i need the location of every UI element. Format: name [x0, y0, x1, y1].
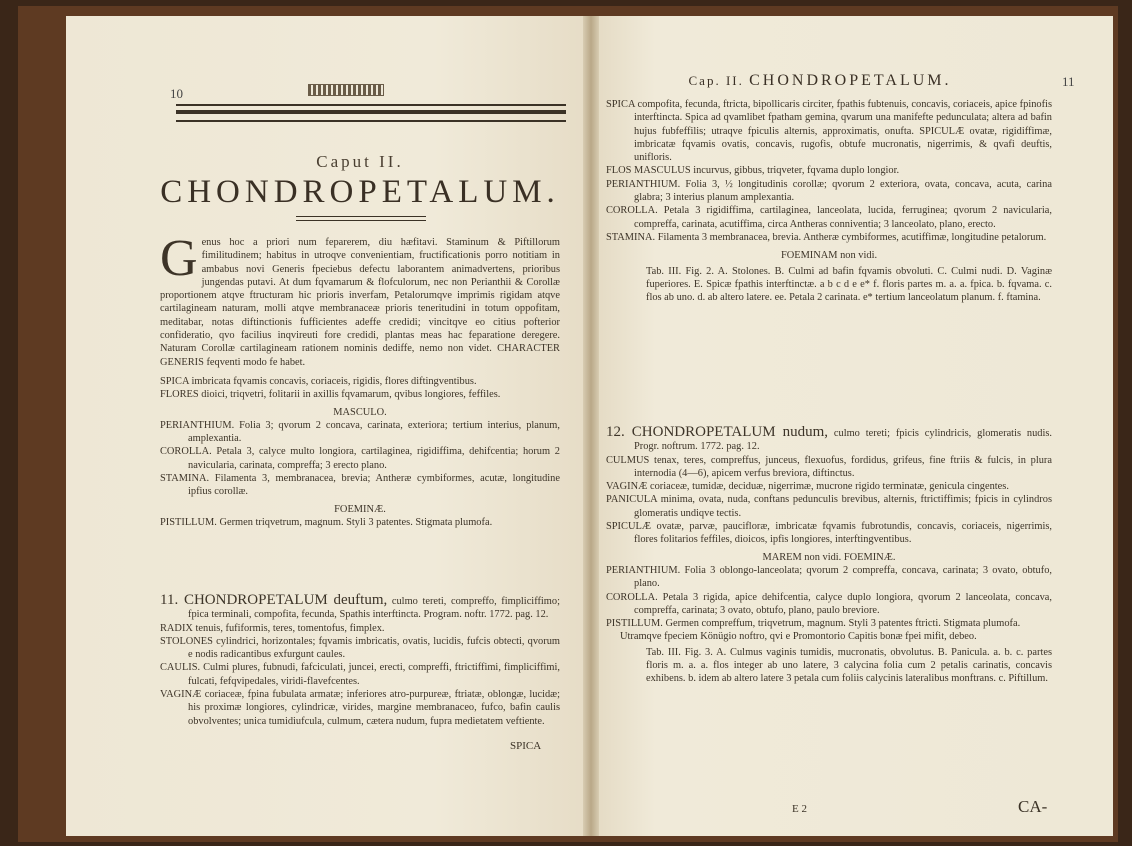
right-catchword: CA-: [1018, 797, 1048, 816]
marem-heading: MAREM non vidi. FOEMINÆ.: [762, 551, 896, 563]
drop-cap: G: [160, 230, 198, 287]
species-12-name: 12. CHONDROPETALUM nudum,: [606, 424, 829, 440]
spica-description: SPICA compofita, fecunda, ftricta, bipollicaris circiter, fpathis fubtenuis, concavis, coriaceis, apice fpinofis interftincta. Spica ad qvamlibet fpatham gemina, qvarum una manifefte pedunculata; altera ad bafin hujus fubfeffilis; utraqve fpiculis alternis, approximatis, onufta. SPICULÆ ovatæ, rigidiffimæ, imbricatæ fqvamis ovatis, concavis, rugofis, obtufe mucronatis, nigerrimis, & qvafi deuftis, unifloris.: [606, 99, 1052, 164]
decorative-rule: [176, 104, 566, 122]
radix-line: RADIX tenuis, fufiformis, teres, tomentofus, fimplex.: [160, 622, 385, 634]
perianthium-line-right: PERIANTHIUM. Folia 3, ½ longitudinis corollæ; qvorum 2 exteriora, ovata, concava, acuta, carina glabra; 3 interius planum amplexantia.: [606, 178, 1052, 204]
signature-mark: E 2: [792, 803, 807, 815]
corolla-line-12: COROLLA. Petala 3 rigida, apice dehifcentia, calyce duplo longiora, qvorum 2 lanceolata, concava, compreffa, carinata; 3 ovato, obtufo, plano, paulo breviore.: [606, 591, 1052, 616]
corolla-line: COROLLA. Petala 3, calyce multo longiora, cartilaginea, rigidiffima, dehifcentia; horum 2 navicularia, carinata, compreffa; 3 erecto plano.: [160, 446, 560, 471]
vaginae-line: VAGINÆ coriaceæ, fpina fubulata armatæ; inferiores atro-purpureæ, ftriatæ, oblongæ, lucidæ; his proximæ longiores, cylindricæ, virides, margine membranaceo, fufco, bafin caulis obvolventes; unica tumidiufcula, culmum, cætera nudum, fupra medietatem veftiente.: [160, 689, 560, 727]
species-12-diagnosis: culmo tereti; fpicis cylindricis, glomeratis nudis. Progr. noftrum. 1772. pag. 12.: [634, 428, 1052, 453]
flores-line: FLORES dioici, triqvetri, folitarii in axillis fqvamarum, qvibus longiores, feffiles.: [160, 389, 501, 401]
pistillum-line: PISTILLUM. Germen triqvetrum, magnum. Styli 3 patentes. Stigmata plumofa.: [160, 516, 493, 528]
foeminam-note: FOEMINAM non vidi.: [780, 250, 878, 262]
species-11-block: [160, 594, 560, 728]
species-11-diagnosis: culmo tereti, compreffo, fimpliciffimo; fpica terminali, compofita, fecunda, Spathis interftincta. Program. noftr. 1772. pag. 12.: [188, 596, 560, 621]
corolla-line-right: COROLLA. Petala 3 rigidiffima, cartilaginea, lanceolata, lucida, ferruginea; qvorum 2 navicularia, compreffa, carinata, acutiffima, circa Antheras conniventia; 3 lanceolato, plano, erecto.: [606, 205, 1052, 230]
title-underrule: [296, 216, 426, 221]
panicula-line: PANICULA minima, ovata, nuda, conftans pedunculis brevibus, alternis, ftrictiffimis; fpicis in cylindros glomeratis undiqve tectis.: [606, 494, 1052, 519]
stamina-line-right: STAMINA. Filamenta 3 membranacea, brevia. Antheræ cymbiformes, acutiffimæ, longitudine petalorum.: [606, 231, 1047, 243]
perianthium-line: PERIANTHIUM. Folia 3; qvorum 2 concava, carinata, exteriora; tertium interius, planum, amplexantia.: [160, 419, 560, 445]
feminae-heading: FOEMINÆ.: [334, 503, 386, 515]
left-page-number: 10: [170, 86, 183, 101]
left-catchword: SPICA: [510, 740, 542, 752]
intro-paragraph: [160, 230, 560, 369]
flos-masculus-line: FLOS MASCULUS incurvus, gibbus, triqveter, fqvama duplo longior.: [606, 165, 900, 177]
perianthium-line-12: PERIANTHIUM. Folia 3 oblongo-lanceolata; qvorum 2 compreffa, concava, carinata; 3 ovato, obtufo, plano.: [606, 564, 1052, 590]
running-head: [600, 72, 1040, 90]
spiculae-line: SPICULÆ ovatæ, parvæ, paucifloræ, imbricatæ fqvamis fubrotundis, concavis, coriaceis, nigerrimis, flores folitarios feffiles, dioicos, ipfis longiores, interftingventibus.: [606, 521, 1052, 546]
left-body: [160, 230, 560, 529]
running-head-cap: Cap. II.: [688, 73, 744, 88]
running-head-title: CHONDROPETALUM.: [749, 72, 952, 89]
printer-ornament: [308, 84, 384, 96]
caput-heading: Caput II.: [316, 152, 404, 171]
intro-text: enus hoc a priori num feparerem, diu hæfitavi. Staminum & Piftillorum fimilitudinem; habitus in utroqve convenientiam, fructificationis porro notitiam in ambabus novi Generis fpeciebus defectu laborantem animadvertens, prioribus jungendas putavi. At dum fqvamarum & flofculorum, nec non Perianthii & Corollæ proportionem atqve ftructuram hic prioris inverfam, Petalorumqve imprimis rigidam atqve cartilagineam naturam, molli atqve membranaceæ prioris teneritudini in totum oppofitam, meditabar, notas diftinctionis fufficientes adeffe credidi; vincitqve eo citius pofterior confideratio, qvo facilius inqvireuti fore credidi, plantas meas hac feparatione deregere. Naturam Corollæ cartilagineam rationem nominis dediffe, nemo non videt. CHARACTER GENERIS feqventi modo fe habet.: [160, 237, 560, 368]
masculo-heading: MASCULO.: [333, 406, 387, 418]
book-gutter: [583, 16, 599, 836]
culmus-line: CULMUS tenax, teres, compreffus, junceus, flexuofus, fordidus, grifeus, fine ftriis & fulcis, in plura internodia (4—6), apicem verfus breviora, diftinctus.: [606, 454, 1052, 479]
right-body-top: [606, 98, 1052, 304]
spica-line: SPICA imbricata fqvamis concavis, coriaceis, rigidis, flores diftingventibus.: [160, 375, 477, 387]
acknowledgement-line: Utramqve fpeciem Könügio noftro, qvi e Promontorio Capitis bonæ fpei mifit, debeo.: [620, 631, 977, 643]
tab-fig-3-caption: Tab. III. Fig. 3. A. Culmus vaginis tumidis, mucronatis, obvolutus. B. Panicula. a. b. c. partes floris m. a. a. flos integer ab uno latere, 3 calycina folia cum 2 petalis carinatis, concavis exhibens. b. idem ab altero latere 3 petala cum foliis calycinis lateralibus monftrans. c. Piftillum.: [646, 646, 1052, 685]
stamina-line: STAMINA. Filamenta 3, membranacea, brevia; Antheræ cymbiformes, acutæ, longitudine ipfius corollæ.: [160, 473, 560, 498]
chapter-title: CHONDROPETALUM.: [160, 174, 560, 210]
caulis-line: CAULIS. Culmi plures, fubnudi, fafciculati, juncei, erecti, compreffi, ftrictiffimi, fimpliciffimi, fulcati, fefqvipedales, viridi-flavefcentes.: [160, 662, 560, 687]
right-page-number: 11: [1062, 74, 1075, 89]
pistillum-line-12: PISTILLUM. Germen compreffum, triqvetrum, magnum. Styli 3 patentes ftricti. Stigmata plumofa.: [606, 618, 1021, 630]
vaginae-line-right: VAGINÆ coriaceæ, tumidæ, deciduæ, nigerrimæ, mucrone rigido terminatæ, genicula cingentes.: [606, 481, 1009, 493]
species-11-name: 11. CHONDROPETALUM deuftum,: [160, 592, 388, 608]
species-12-block: [606, 426, 1052, 686]
stolones-line: STOLONES cylindrici, horizontales; fqvamis imbricatis, ovatis, lucidis, fufcis obtecti, qvorum e nodis radicantibus exfurgunt caules.: [160, 635, 560, 661]
tab-fig-2-caption: Tab. III. Fig. 2. A. Stolones. B. Culmi ad bafin fqvamis obvoluti. C. Culmi nudi. D. Vaginæ fuperiores. E. Spicæ fpathis interftinctæ. a b c d e e* f. floris partes m. a. a. fpica. b. fqvama. c. flos ab uno. d. ab altero latere. ee. Petala 2 carinata. e* tertium lanceolatum planum. f. ftamina.: [646, 265, 1052, 304]
